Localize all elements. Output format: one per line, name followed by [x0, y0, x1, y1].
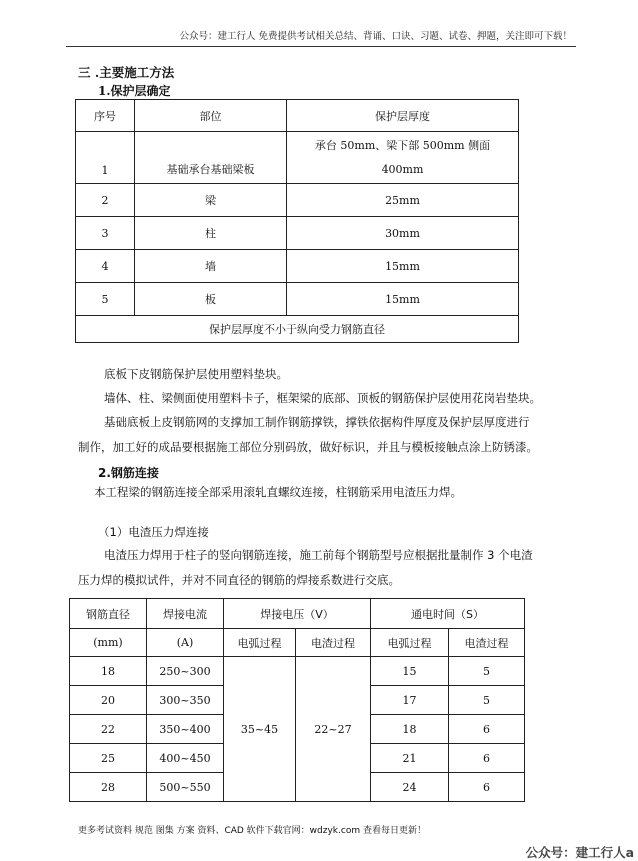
cell-diameter: 28 — [70, 773, 147, 802]
cell-voltage-slag: 22~27 — [296, 657, 371, 802]
table-row — [76, 132, 519, 184]
cell-part: 基础承台基础梁板 — [135, 132, 287, 184]
header-voltage: 焊接电压（V） — [224, 599, 371, 629]
table-row — [76, 250, 519, 283]
cell-time-slag: 5 — [449, 657, 525, 686]
cell-thickness: 15mm — [287, 283, 519, 316]
header-voltage-arc: 电弧过程 — [224, 629, 296, 657]
cell-no: 3 — [76, 217, 135, 250]
paragraph: 本工程梁的钢筋连接全部采用滚轧直螺纹连接，柱钢筋采用电渣压力焊。 — [94, 485, 462, 499]
paragraph: 底板下皮钢筋保护层使用塑料垫块。 — [104, 367, 288, 381]
header-time-arc: 电弧过程 — [371, 629, 449, 657]
table-note: 保护层厚度不小于纵向受力钢筋直径 — [76, 316, 519, 343]
table-subheader-row — [70, 629, 525, 657]
cell-no: 4 — [76, 250, 135, 283]
header-cell: 部位 — [135, 100, 287, 132]
cell-diameter: 25 — [70, 744, 147, 773]
header-time: 通电时间（S） — [371, 599, 525, 629]
header-diameter-unit: (mm) — [70, 629, 147, 657]
table-header-row — [76, 100, 519, 132]
cell-thickness: 30mm — [287, 217, 519, 250]
cell-diameter: 18 — [70, 657, 147, 686]
footer-watermark: 公众号：建工行人a — [525, 845, 634, 860]
header-diameter: 钢筋直径 — [70, 599, 147, 629]
cell-current: 250~300 — [147, 657, 224, 686]
cover-thickness-table — [75, 99, 519, 343]
cell-current: 350~400 — [147, 715, 224, 744]
cell-time-slag: 5 — [449, 686, 525, 715]
cell-thickness-line: 400mm — [381, 162, 424, 176]
cell-thickness: 15mm — [287, 250, 519, 283]
cell-time-arc: 24 — [371, 773, 449, 802]
cell-diameter: 22 — [70, 715, 147, 744]
header-divider — [66, 46, 576, 47]
cell-time-arc: 21 — [371, 744, 449, 773]
header-time-slag: 电渣过程 — [449, 629, 525, 657]
section-heading: 三 .主要施工方法 — [78, 65, 175, 80]
cell-thickness-line: 承台 50mm、梁下部 500mm 侧面 — [314, 138, 491, 152]
header-voltage-slag: 电渣过程 — [296, 629, 371, 657]
cell-time-slag: 6 — [449, 744, 525, 773]
cell-time-arc: 15 — [371, 657, 449, 686]
header-text: 公众号：建工行人 免费提供考试相关总结、背诵、口诀、习题、试卷、押题，关注即可下载！ — [179, 31, 572, 42]
subsection-heading-cover: 1.保护层确定 — [98, 84, 171, 98]
electroslag-welding-table — [69, 598, 525, 802]
paragraph: 电渣压力焊用于柱子的竖向钢筋连接，施工前每个钢筋型号应根据批量制作 3 个电渣压力焊的模拟试件，并对不同直径的钢筋的焊接系数进行交底。 — [78, 548, 533, 587]
table-row — [76, 184, 519, 217]
header-cell: 保护层厚度 — [287, 100, 519, 132]
cell-time-slag: 6 — [449, 773, 525, 802]
cell-time-arc: 18 — [371, 715, 449, 744]
table-header-row — [70, 599, 525, 629]
cell-no: 1 — [76, 132, 135, 184]
header-current: 焊接电流 — [147, 599, 224, 629]
subsubsection-heading: （1）电渣压力焊连接 — [98, 525, 209, 539]
cell-thickness: 25mm — [287, 184, 519, 217]
header-current-unit: (A) — [147, 629, 224, 657]
cell-thickness — [287, 132, 519, 184]
table-row — [76, 283, 519, 316]
cell-voltage-arc: 35~45 — [224, 657, 296, 802]
cell-current: 300~350 — [147, 686, 224, 715]
cell-time-slag: 6 — [449, 715, 525, 744]
paragraph: 基础底板上皮钢筋网的支撑加工制作钢筋撑铁，撑铁依据构件厚度及保护层厚度进行制作，加工好的成品要根据施工部位分别码放，做好标识，并且与模板接触点涂上防锈漆。 — [78, 415, 538, 454]
cell-current: 500~550 — [147, 773, 224, 802]
subsection-heading-connection: 2.钢筋连接 — [98, 466, 159, 480]
header-cell: 序号 — [76, 100, 135, 132]
paragraph: 墙体、柱、梁侧面使用塑料卡子，框架梁的底部、顶板的钢筋保护层使用花岗岩垫块。 — [104, 391, 541, 405]
cell-no: 5 — [76, 283, 135, 316]
footer-text: 更多考试资料 规范 图集 方案 资料、CAD 软件下载官网：wdzyk.com 查看每日更新！ — [78, 826, 426, 836]
table-row — [70, 657, 525, 686]
cell-time-arc: 17 — [371, 686, 449, 715]
table-note-row — [76, 316, 519, 343]
table-row — [76, 217, 519, 250]
cell-part: 梁 — [135, 184, 287, 217]
cell-part: 板 — [135, 283, 287, 316]
cell-part: 墙 — [135, 250, 287, 283]
cell-current: 400~450 — [147, 744, 224, 773]
cell-no: 2 — [76, 184, 135, 217]
cell-diameter: 20 — [70, 686, 147, 715]
cell-part: 柱 — [135, 217, 287, 250]
